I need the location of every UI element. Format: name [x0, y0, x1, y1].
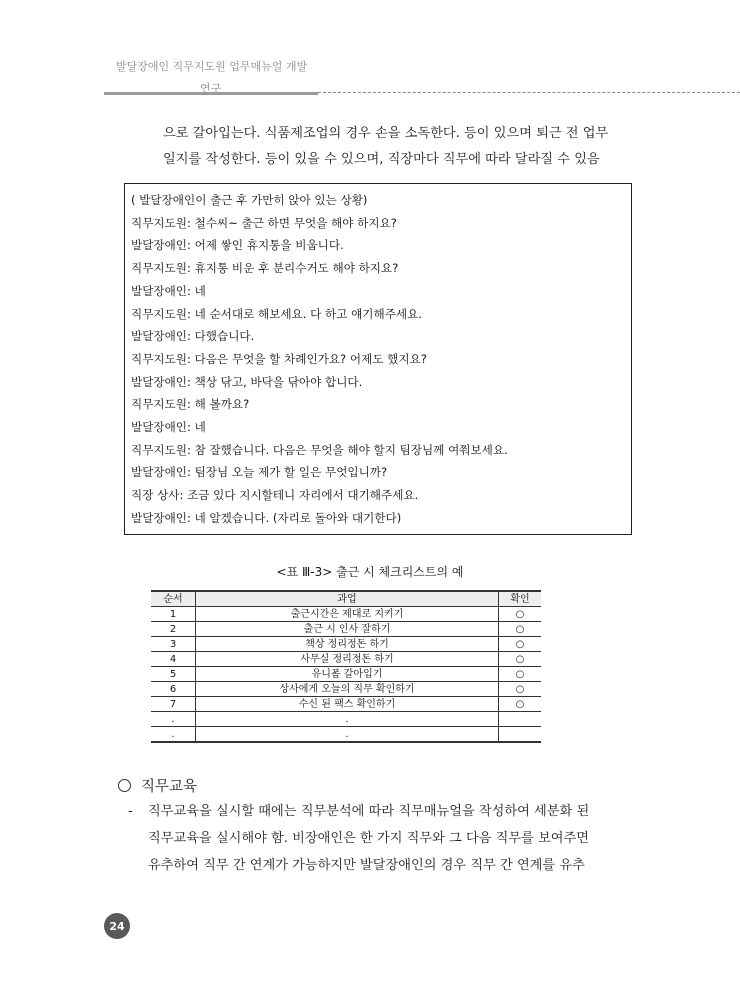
- cell-task: .: [196, 727, 499, 743]
- section-heading-text: 직무교육: [141, 779, 198, 795]
- cell-check: ○: [499, 682, 542, 697]
- dialog-line: 직장 상사: 조금 있다 지시할테니 자리에서 대기해주세요.: [131, 488, 419, 503]
- intro-line: 일지를 작성한다. 등이 있을 수 있으며, 직장마다 직무에 따라 달라질 수 있음: [163, 152, 600, 167]
- body-line-text: 직무교육을 실시할 때에는 직무분석에 따라 직무매뉴얼을 작성하여 세분화 된: [148, 804, 590, 819]
- dialog-line: 직무지도원: 휴지통 비운 후 분리수거도 해야 하지요?: [131, 261, 399, 276]
- body-line: [128, 798, 648, 825]
- dialog-line: 직무지도원: 참 잘했습니다. 다음은 무엇을 해야 할지 팀장님께 여쭤보세요.: [131, 442, 508, 457]
- running-header-subtitle: 연구: [200, 82, 222, 95]
- table-row: [151, 697, 541, 712]
- cell-order: 6: [151, 682, 196, 697]
- intro-line: 으로 갈아입는다. 식품제조업의 경우 손을 소독한다. 등이 있으며 퇴근 전 업무: [163, 126, 609, 141]
- section-heading: [118, 775, 197, 796]
- running-header-title: 발달장애인 직무지도원 업무매뉴얼 개발: [116, 60, 308, 73]
- cell-order: .: [151, 712, 196, 727]
- dialog-line: ( 발달장애인이 출근 후 가만히 앉아 있는 상황): [131, 193, 368, 207]
- dialog-example-box: [124, 183, 632, 535]
- dialog-line: 발달장애인: 다했습니다.: [131, 329, 255, 344]
- table-row: [151, 637, 541, 652]
- table-row: [151, 652, 541, 667]
- dialog-line: 발달장애인: 네 알겠습니다. (자리로 돌아와 대기한다): [131, 510, 402, 525]
- cell-order: 3: [151, 637, 196, 652]
- dialog-line: 발달장애인: 책상 닦고, 바닥을 닦아야 합니다.: [131, 374, 363, 389]
- cell-task: 유니폼 갈아입기: [196, 667, 499, 682]
- page-number-badge: 24: [104, 913, 130, 939]
- header-rule-solid: [104, 92, 318, 95]
- cell-order: 1: [151, 607, 196, 622]
- cell-order: 4: [151, 652, 196, 667]
- dialog-line: 발달장애인: 네: [131, 283, 206, 298]
- cell-check: [499, 712, 542, 727]
- header-order: 순서: [151, 591, 196, 607]
- table-row: [151, 727, 541, 743]
- cell-check: ○: [499, 637, 542, 652]
- header-task: 과업: [196, 591, 499, 607]
- dialog-line: 발달장애인: 어제 쌓인 휴지통을 비웁니다.: [131, 238, 344, 253]
- dialog-line: 직무지도원: 네 순서대로 해보세요. 다 하고 얘기해주세요.: [131, 306, 422, 321]
- cell-order: 2: [151, 622, 196, 637]
- hollow-circle-bullet-icon: [118, 779, 131, 792]
- cell-task: 상사에게 오늘의 직무 확인하기: [196, 682, 499, 697]
- table-header-row: [151, 591, 541, 607]
- cell-check: ○: [499, 652, 542, 667]
- cell-task: 사무실 정리정돈 하기: [196, 652, 499, 667]
- cell-task: 수신 된 팩스 확인하기: [196, 697, 499, 712]
- cell-order: .: [151, 727, 196, 743]
- cell-order: 7: [151, 697, 196, 712]
- table-row: [151, 682, 541, 697]
- table-row: [151, 667, 541, 682]
- body-line: 직무교육을 실시해야 함. 비장애인은 한 가지 직무와 그 다음 직무를 보여주면: [148, 831, 590, 846]
- cell-check: ○: [499, 622, 542, 637]
- dialog-line: 발달장애인: 네: [131, 420, 206, 435]
- cell-check: [499, 727, 542, 743]
- dialog-line: 직무지도원: 철수씨~ 출근 하면 무엇을 해야 하지요?: [131, 215, 397, 230]
- intro-paragraph: [163, 121, 643, 173]
- cell-check: ○: [499, 607, 542, 622]
- cell-order: 5: [151, 667, 196, 682]
- dialog-line: 직무지도원: 해 볼까요?: [131, 397, 250, 412]
- table-row: [151, 712, 541, 727]
- header-check: 확인: [499, 591, 542, 607]
- cell-task: .: [196, 712, 499, 727]
- cell-task: 출근시간은 제대로 지키기: [196, 607, 499, 622]
- cell-check: ○: [499, 667, 542, 682]
- cell-task: 출근 시 인사 잘하기: [196, 622, 499, 637]
- dialog-line: 발달장애인: 팀장님 오늘 제가 할 일은 무엇입니까?: [131, 465, 388, 480]
- table-row: [151, 607, 541, 622]
- body-line: 유추하여 직무 간 연계가 가능하지만 발달장애인의 경우 직무 간 연계를 유추: [148, 858, 585, 873]
- table-caption: <표 Ⅲ-3> 출근 시 체크리스트의 예: [276, 565, 464, 579]
- checklist-table: [151, 590, 541, 743]
- header-rule-dashed: [318, 92, 740, 93]
- table-row: [151, 622, 541, 637]
- cell-task: 책상 정리정돈 하기: [196, 637, 499, 652]
- dialog-line: 직무지도원: 다음은 무엇을 할 차례인가요? 어제도 했지요?: [131, 351, 427, 366]
- dash-bullet: -: [128, 804, 133, 819]
- cell-check: ○: [499, 697, 542, 712]
- section-body: [128, 798, 648, 879]
